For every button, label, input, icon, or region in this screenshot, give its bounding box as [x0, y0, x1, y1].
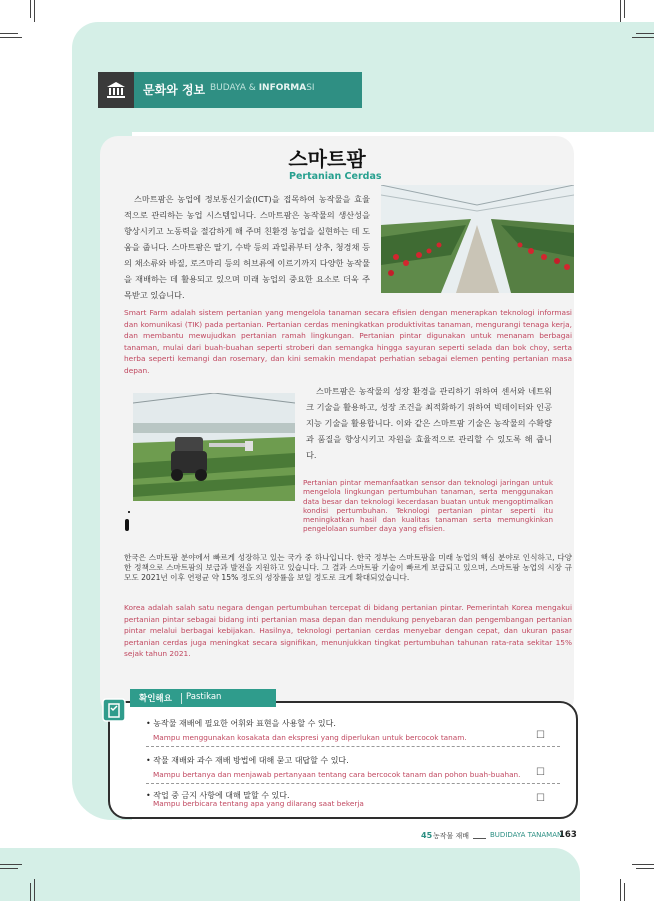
strawberry-greenhouse-image [381, 185, 574, 293]
mint-background-bottom [0, 848, 580, 901]
section-title-korean: 문화와 정보 [143, 83, 206, 97]
article-title: 스마트팜 [288, 147, 366, 171]
checklist-item-2-indonesian: Mampu bertanya dan menjawab pertanyaan tentang cara bercocok tanam dan pohon buah-buahan. [153, 770, 521, 779]
farm-robot-image [133, 393, 295, 501]
checklist-label-indonesian: Pastikan [186, 692, 222, 702]
paragraph-1-indonesian: Smart Farm adalah sistem pertanian yang mengelola tanaman secara efisien dengan menerapkan teknologi informasi dan komunikasi (TIK) pada pertanian. Pertanian cerdas meningkatkan produktivitas tanaman, mengurangi tenaga kerja, dan membantu mewujudkan pertanian ramah lingkungan. Pertanian pintar digunakan untuk menanam berbagai tanaman, mulai dari buah-buahan seperti stroberi dan semangka hingga sayuran seperti selada dan bok choy, serta herba seperti kemangi dan rosemary, dan kini semakin mendapat perhatian sebagai elemen penting pertanian masa depan. [124, 308, 572, 375]
page-number-right: 163 [559, 830, 577, 840]
paragraph-3-indonesian: Korea adalah salah satu negara dengan pertumbuhan tercepat di bidang pertanian pintar. Pemerintah Korea mengakui pertanian pintar sebagai bidang inti pertanian masa depan dan mendukung penyebaran dan pengembangan pertanian pintar melalui berbagai kebijakan. Hasilnya, teknologi pertanian cerdas menyebar dengan cepat, dan ukuran pasar pertanian cerdas juga meningkat secara signifikan, menunjukkan tingkat pertumbuhan tahunan rata-rata sekitar 15% sejak tahun 2021. [124, 603, 572, 658]
paragraph-3-korean: 한국은 스마트팜 분야에서 빠르게 성장하고 있는 국가 중 하나입니다. 한국 정부는 스마트팜을 미래 농업의 핵심 분야로 인식하고, 다양한 정책으로 스마트팜의 보급과 발전을 지원하고 있습니다. 그 결과 스마트팜 기술이 빠르게 보급되고 있으며, 스마트팜 농업의 시장 규모도 2021년 이후 연평균 약 15% 정도의 성장률을 보일 정도로 크게 확대되었습니다. [124, 553, 572, 582]
checklist-divider-2 [146, 783, 560, 784]
paragraph-2-indonesian: Pertanian pintar memanfaatkan sensor dan teknologi jaringan untuk mengelola lingkungan pertumbuhan tanaman, serta menggunakan data besar dan teknologi kecerdasan buatan untuk mengoptimalkan kondisi pertumbuhan. Teknologi pertanian pintar seperti itu meningkatkan hasil dan kualitas tanaman serta memungkinkan pengelolaan sumber daya yang efisien. [303, 478, 553, 534]
checklist-item-2-korean: • 작물 재배와 과수 재배 방법에 대해 묻고 대답할 수 있다. [146, 756, 349, 765]
paragraph-2-korean: 스마트팜은 농작물의 성장 환경을 관리하기 위하여 센서와 네트워크 기술을 활용하고, 성장 조건을 최적화하기 위하여 빅데이터와 인공지능 기술을 활용합니다. 이와 같은 스마트팜 기술은 농작물의 수확량과 품질을 향상시키고 자원을 효율적으로 관리할 수 있도록 해 줍니다. [306, 386, 552, 460]
stray-dot-mark [128, 511, 130, 513]
checklist-item-1-checkbox[interactable]: ☐ [536, 730, 545, 741]
footer-divider [473, 838, 486, 839]
checklist-label-korean: 확인해요 [139, 694, 172, 704]
section-title-indonesian: BUDAYA & INFORMASI [210, 83, 315, 93]
footer-chapter-korean: 농작물 재배 [433, 832, 470, 840]
paragraph-1-korean: 스마트팜은 농업에 정보통신기술(ICT)을 접목하여 농작물을 효율적으로 관리하는 농업 시스템입니다. 스마트팜은 농작물의 생산성을 향상시키고 노동력을 절감하게 해 주며 친환경 농업을 실현하는 데 도움을 줍니다. 스마트팜은 딸기, 수박 등의 과일류부터 상추, 청경채 등의 채소류와 바질, 로즈마리 등의 허브류에 이르기까지 다양한 농작물을 재배하는 데 활용되고 있으며 미래 농업의 중요한 요소로 더욱 주목받고 있습니다. [124, 194, 370, 300]
checklist-item-3-checkbox[interactable]: ☐ [536, 793, 545, 804]
checklist-label-divider [181, 693, 182, 704]
checklist-item-2-checkbox[interactable]: ☐ [536, 767, 545, 778]
footer-chapter-indonesian: BUDIDAYA TANAMAN [490, 831, 563, 839]
article-subtitle: Pertanian Cerdas [289, 171, 382, 182]
museum-icon [98, 72, 134, 108]
checklist-item-1-indonesian: Mampu menggunakan kosakata dan ekspresi yang diperlukan untuk bercocok tanam. [153, 733, 467, 742]
checklist-item-1-korean: • 농작물 재배에 필요한 어휘와 표현을 사용할 수 있다. [146, 719, 336, 728]
checklist-board-icon [101, 697, 127, 723]
checklist-item-3-indonesian: Mampu berbicara tentang apa yang dilarang saat bekerja [153, 799, 364, 808]
checklist-divider-1 [146, 746, 560, 747]
checklist-item-3-korean: • 작업 중 금지 사항에 대해 말할 수 있다. [146, 791, 290, 800]
page-number-left: 45 [421, 831, 433, 840]
stray-bar-mark [125, 519, 129, 531]
